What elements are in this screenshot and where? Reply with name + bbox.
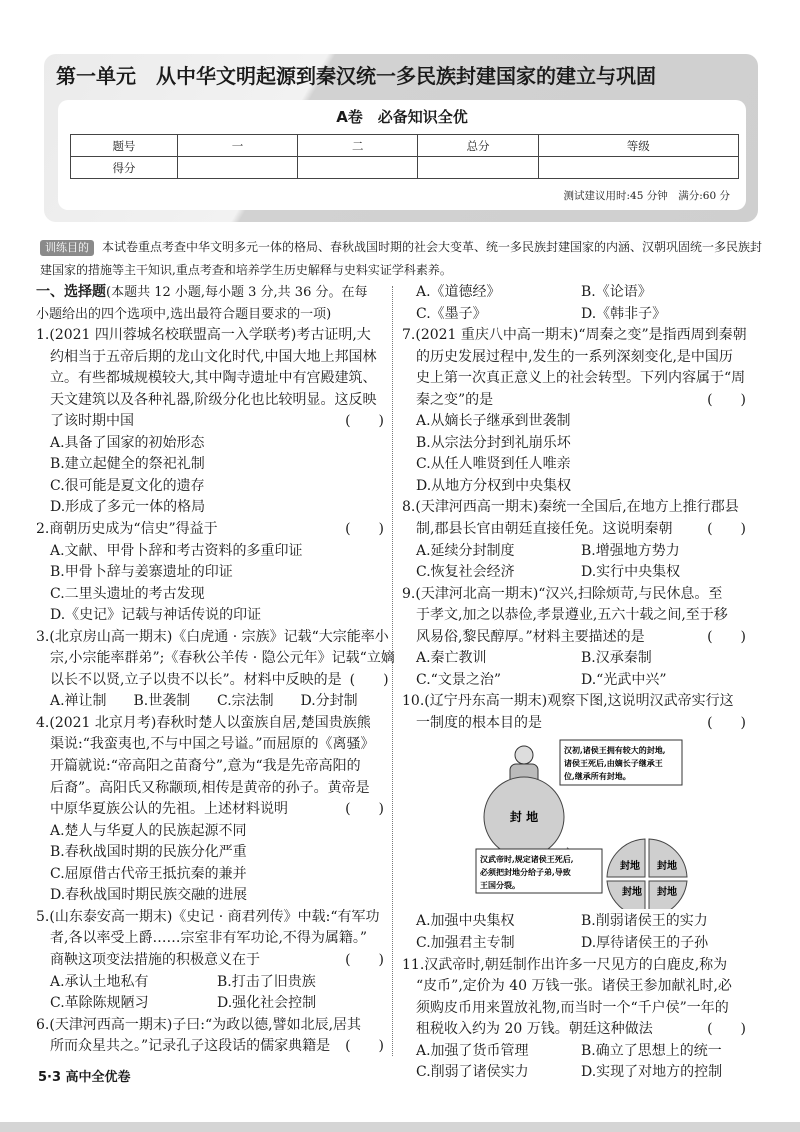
question-item	[36, 627, 395, 713]
divided-fief-quadrants	[607, 839, 687, 909]
question-text: 一制度的根本目的是	[416, 714, 542, 731]
question-stem-line	[402, 584, 746, 606]
question-text: 3.(北京房山高一期末)《白虎通 · 宗族》记载“大宗能率小	[36, 628, 389, 645]
score-cell[interactable]	[177, 157, 297, 179]
caption-text: 汉武帝时,规定诸侯王死后,	[480, 854, 574, 865]
table-header: 一	[177, 135, 297, 157]
table-header: 总分	[418, 135, 538, 157]
question-text: 6.(天津河西高一期末)子曰:“为政以德,譬如北辰,居其	[36, 1016, 362, 1033]
question-stem-line	[36, 411, 384, 433]
answer-option[interactable]: D.“光武中兴”	[581, 671, 667, 688]
answer-option[interactable]: C.削弱了诸侯实力	[416, 1064, 529, 1081]
option-row	[402, 433, 746, 455]
option-row	[36, 842, 384, 864]
fief-quadrant-label: 封地	[620, 861, 640, 873]
question-text: 8.(天津河西高一期末)秦统一全国后,在地方上推行郡县	[402, 499, 739, 516]
question-text: 风易俗,黎民醇厚。”材料主要描述的是	[416, 628, 645, 645]
unit-title: 第一单元 从中华文明起源到秦汉统一多民族封建国家的建立与巩固	[56, 64, 656, 88]
option-row	[36, 476, 384, 498]
option-row	[36, 821, 384, 843]
option-row	[402, 648, 746, 670]
answer-option[interactable]: C.加强君主专制	[416, 935, 515, 952]
fief-quadrant-label: 封地	[657, 861, 677, 873]
fief-quadrant-label: 封地	[657, 887, 677, 899]
table-header: 题号	[71, 135, 178, 157]
question-item	[36, 1015, 384, 1058]
answer-option[interactable]: A.加强中央集权	[416, 913, 515, 930]
row-label: 得分	[71, 157, 178, 179]
caption-text: 诸侯王死后,由嫡长子继承王	[564, 758, 663, 769]
answer-bracket[interactable]: ( )	[707, 391, 746, 408]
question-stem-line	[402, 691, 746, 713]
question-stem-line	[36, 1015, 384, 1037]
answer-option[interactable]: B.《论语》	[581, 284, 652, 300]
left-column	[36, 282, 395, 1058]
intro	[40, 236, 762, 282]
answer-option[interactable]: A.禅让制	[50, 693, 107, 710]
question-item	[402, 691, 746, 954]
question-stem-line	[402, 519, 746, 541]
question-item	[36, 713, 384, 907]
answer-bracket[interactable]: ( )	[345, 413, 384, 430]
caption-text: 汉初,诸侯王拥有较大的封地,	[564, 745, 666, 756]
answer-option[interactable]: C.革除陈规陋习	[50, 995, 149, 1012]
option-row	[36, 454, 384, 476]
right-column	[402, 282, 746, 1084]
question-text: 渠说:“我蛮夷也,不与中国之号谥。”而屈原的《离骚》	[50, 736, 375, 753]
answer-option[interactable]: C.“文景之治”	[416, 671, 501, 688]
answer-option[interactable]: A.具备了国家的初始形态	[50, 434, 205, 451]
option-row	[36, 691, 384, 713]
question-text: 2.商朝历史成为“信史”得益于	[36, 521, 218, 538]
intro-tag: 训练目的	[40, 240, 94, 256]
option-row	[36, 864, 384, 886]
answer-option[interactable]: A.延续分封制度	[416, 542, 515, 559]
intro-text: 本试卷重点考查中华文明多元一体的格局、春秋战国时期的社会大变革、统一多民族封建国家的内涵、汉朝巩固统一多民族封建国家的措施等主干知识,重点考查和培养学生历史解释与史料实证学科素养。	[40, 240, 763, 277]
answer-option[interactable]: D.《韩非子》	[581, 305, 667, 322]
question-text: 者,各以率受上爵……宗室非有军功论,不得为属籍。”	[50, 930, 368, 947]
question-item	[402, 497, 746, 583]
answer-option[interactable]: D.从地方分权到中央集权	[416, 477, 572, 494]
footer-brand: 5·3 高中全优卷	[38, 1070, 131, 1085]
option-row	[36, 584, 384, 606]
answer-option[interactable]: B.增强地方势力	[581, 542, 680, 559]
question-text: 所而众星共之。”记录孔子这段话的儒家典籍是	[50, 1038, 331, 1055]
question-item	[36, 907, 384, 1015]
question-item	[36, 519, 384, 627]
table-row	[71, 135, 739, 157]
answer-option[interactable]: D.强化社会控制	[217, 995, 317, 1012]
question-text: 开篇就说:“帝高阳之苗裔兮”,意为“我是先帝高阳的	[50, 758, 361, 775]
question-item	[402, 955, 746, 1084]
answer-option[interactable]: C.恢复社会经济	[416, 564, 515, 581]
section-title: 一、选择题	[36, 284, 106, 300]
answer-bracket[interactable]: ( )	[345, 951, 384, 968]
question-text: 4.(2021 北京月考)春秋时楚人以蛮族自居,楚国贵族熊	[36, 714, 371, 731]
question-text: 租税收入约为 20 万钱。朝廷这种做法	[416, 1021, 653, 1038]
question-text: 1.(2021 四川蓉城名校联盟高一入学联考)考古证明,大	[36, 327, 371, 344]
question-text: 11.汉武帝时,朝廷制作出许多一尺见方的白鹿皮,称为	[402, 956, 728, 973]
score-cell[interactable]	[538, 157, 738, 179]
score-table	[70, 134, 739, 179]
answer-option[interactable]: B.甲骨卜辞与姜寨遗址的印证	[50, 564, 233, 581]
answer-option[interactable]: B.建立起健全的祭祀礼制	[50, 456, 205, 473]
question-text: 以长不以贤,立子以贵不以长”。材料中反映的是	[50, 671, 342, 688]
column-divider	[392, 286, 393, 1056]
question-text: 宗,小宗能率群弟”;《春秋公羊传 · 隐公元年》记载“立嫡	[50, 650, 395, 667]
question-text: 了该时期中国	[50, 413, 134, 430]
answer-option[interactable]: B.打击了旧贵族	[217, 973, 316, 990]
option-row	[402, 541, 746, 563]
page-bottom-bar	[0, 1122, 800, 1132]
answer-option[interactable]: D.实现了对地方的控制	[581, 1064, 723, 1081]
option-row	[402, 562, 746, 584]
question-figure	[402, 737, 746, 909]
question-text: 7.(2021 重庆八中高一期末)“周秦之变”是指西周到秦朝	[402, 327, 747, 344]
answer-option[interactable]: A.秦亡教训	[416, 650, 487, 667]
answer-option[interactable]: C.从任人唯贤到任人唯亲	[416, 456, 571, 473]
answer-option[interactable]: B.削弱诸侯王的实力	[581, 913, 708, 930]
question-text: 约相当于五帝后期的龙山文化时代,中国大地上邦国林	[50, 348, 377, 365]
answer-option[interactable]: D.实行中央集权	[581, 564, 681, 581]
option-row	[402, 304, 746, 326]
question-text: 须购皮币用来置放礼物,而当时一个“千户侯”一年的	[416, 999, 729, 1016]
question-stem-line	[402, 390, 746, 412]
question-stem-line	[402, 347, 746, 369]
question-stem-line	[36, 907, 384, 929]
question-stem-line	[402, 325, 746, 347]
question-stem-line	[402, 713, 746, 735]
question-text: 秦之变”的是	[416, 391, 494, 408]
answer-bracket[interactable]: ( )	[707, 1021, 746, 1038]
answer-bracket[interactable]: ( )	[707, 714, 746, 731]
question-stem-line	[36, 670, 389, 692]
answer-option[interactable]: A.《道德经》	[416, 284, 501, 300]
question-text: 立。有些都城规模较大,其中陶寺遗址中有宫殿建筑、	[50, 370, 377, 387]
question-item	[402, 325, 746, 497]
answer-bracket[interactable]: ( )	[345, 1038, 384, 1055]
answer-option[interactable]: D.分封制	[300, 693, 358, 710]
option-row	[402, 670, 746, 692]
option-row	[36, 541, 384, 563]
caption-text: 位,继承所有封地。	[564, 771, 631, 782]
question-stem-line	[402, 998, 746, 1020]
question-stem-line	[402, 368, 746, 390]
answer-option[interactable]: D.《史记》记载与神话传说的印证	[50, 607, 262, 624]
question-stem-line	[402, 955, 746, 977]
score-card	[58, 100, 746, 210]
question-stem-line	[36, 928, 384, 950]
question-stem-line	[36, 648, 395, 670]
question-text: 9.(天津河北高一期末)“汉兴,扫除烦苛,与民休息。至	[402, 585, 723, 602]
option-row	[36, 972, 384, 994]
answer-bracket[interactable]: ( )	[345, 801, 384, 818]
question-text: 5.(山东泰安高一期末)《史记 · 商君列传》中载:“有军功	[36, 908, 380, 925]
question-stem-line	[36, 950, 384, 972]
answer-option[interactable]: A.加强了货币管理	[416, 1042, 529, 1059]
option-row	[402, 411, 746, 433]
question-item	[36, 325, 384, 519]
answer-option[interactable]: C.屈原借古代帝王抵抗秦的兼并	[50, 865, 247, 882]
caption-text: 王国分裂。	[480, 880, 520, 891]
answer-option[interactable]: C.宗法制	[217, 693, 274, 710]
option-row	[402, 1062, 746, 1084]
test-meta: 测试建议用时:45 分钟 满分:60 分	[563, 190, 730, 202]
question-text: 史上第一次真正意义上的社会转型。下列内容属于“周	[416, 370, 746, 387]
answer-bracket[interactable]: ( )	[349, 671, 389, 688]
option-row	[402, 1041, 746, 1063]
question-stem-line	[36, 713, 384, 735]
question-stem-line	[36, 799, 384, 821]
option-row	[36, 993, 384, 1015]
answer-bracket[interactable]: ( )	[707, 628, 746, 645]
answer-bracket[interactable]: ( )	[345, 521, 384, 538]
option-row	[402, 454, 746, 476]
question-item	[402, 282, 746, 325]
answer-option[interactable]: B.世袭制	[133, 693, 191, 710]
table-header: 等级	[538, 135, 738, 157]
answer-option[interactable]: C.《墨子》	[416, 305, 487, 322]
question-stem-line	[36, 756, 384, 778]
option-row	[36, 885, 384, 907]
option-row	[36, 433, 384, 455]
question-stem-line	[402, 497, 746, 519]
question-text: “皮币”,定价为 40 万钱一张。诸侯王参加献礼时,必	[416, 978, 732, 995]
option-row	[402, 933, 746, 955]
answer-option[interactable]: B.春秋战国时期的民族分化严重	[50, 844, 247, 861]
question-text: 后裔”。高阳氏又称颛顼,相传是黄帝的孙子。黄帝是	[50, 779, 370, 796]
option-row	[402, 282, 746, 304]
question-stem-line	[36, 1036, 384, 1058]
option-row	[36, 605, 384, 627]
question-stem-line	[36, 368, 384, 390]
score-cell[interactable]	[298, 157, 418, 179]
answer-option[interactable]: D.春秋战国时期民族交融的进展	[50, 887, 248, 904]
answer-option[interactable]: A.从嫡长子继承到世袭制	[416, 413, 571, 430]
question-stem-line	[36, 627, 389, 649]
table-row	[71, 157, 739, 179]
section-note: 小题给出的四个选项中,选出最符合题目要求的一项)	[36, 306, 332, 322]
section-note: (本题共 12 小题,每小题 3 分,共 36 分。在每	[106, 285, 368, 300]
question-text: 商鞅这项变法措施的积极意义在于	[50, 951, 260, 968]
question-text: 天文建筑以及各种礼器,阶级分化也比较明显。这反映	[50, 391, 377, 408]
question-text: 的历史发展过程中,发生的一系列深刻变化,是中国历	[416, 348, 733, 365]
option-row	[402, 476, 746, 498]
option-row	[36, 497, 384, 519]
question-stem-line	[36, 390, 384, 412]
question-text: 制,郡县长官由朝廷直接任免。这说明秦朝	[416, 521, 673, 538]
fief-quadrant-label: 封地	[622, 887, 642, 899]
answer-option[interactable]: D.形成了多元一体的格局	[50, 499, 206, 516]
question-text: 中原华夏族公认的先祖。上述材料说明	[50, 801, 288, 818]
question-stem-line	[36, 325, 384, 347]
table-header: 二	[298, 135, 418, 157]
answer-option[interactable]: C.很可能是夏文化的遗存	[50, 477, 205, 494]
answer-option[interactable]: B.汉承秦制	[581, 650, 652, 667]
option-row	[36, 562, 384, 584]
question-text: 于孝文,加之以恭俭,孝景遵业,五六十载之间,至于移	[416, 607, 728, 624]
answer-option[interactable]: A.承认土地私有	[50, 973, 149, 990]
question-stem-line	[36, 347, 384, 369]
caption-text: 必须把封地分给子弟,导致	[480, 867, 571, 878]
answer-option[interactable]: C.二里头遗址的考古发现	[50, 585, 205, 602]
answer-option[interactable]: A.文献、甲骨卜辞和考古资料的多重印证	[50, 542, 303, 559]
answer-option[interactable]: B.确立了思想上的统一	[581, 1042, 722, 1059]
question-stem-line	[36, 778, 384, 800]
section-heading	[36, 282, 384, 304]
answer-bracket[interactable]: ( )	[707, 521, 746, 538]
question-text: 10.(辽宁丹东高一期末)观察下图,这说明汉武帝实行这	[402, 693, 734, 710]
question-stem-line	[402, 976, 746, 998]
question-stem-line	[36, 519, 384, 541]
question-stem-line	[36, 734, 384, 756]
question-stem-line	[402, 627, 746, 649]
question-stem-line	[402, 1019, 746, 1041]
option-row	[402, 911, 746, 933]
question-item	[402, 584, 746, 692]
fief-label: 封 地	[509, 810, 539, 825]
answer-option[interactable]: B.从宗法分封到礼崩乐坏	[416, 434, 571, 451]
fief-division-illustration	[402, 737, 742, 909]
answer-option[interactable]: D.厚待诸侯王的子孙	[581, 935, 709, 952]
score-cell[interactable]	[418, 157, 538, 179]
question-stem-line	[402, 605, 746, 627]
answer-option[interactable]: A.楚人与华夏人的民族起源不同	[50, 822, 247, 839]
paper-subtitle: A卷 必备知识全优	[336, 108, 468, 126]
